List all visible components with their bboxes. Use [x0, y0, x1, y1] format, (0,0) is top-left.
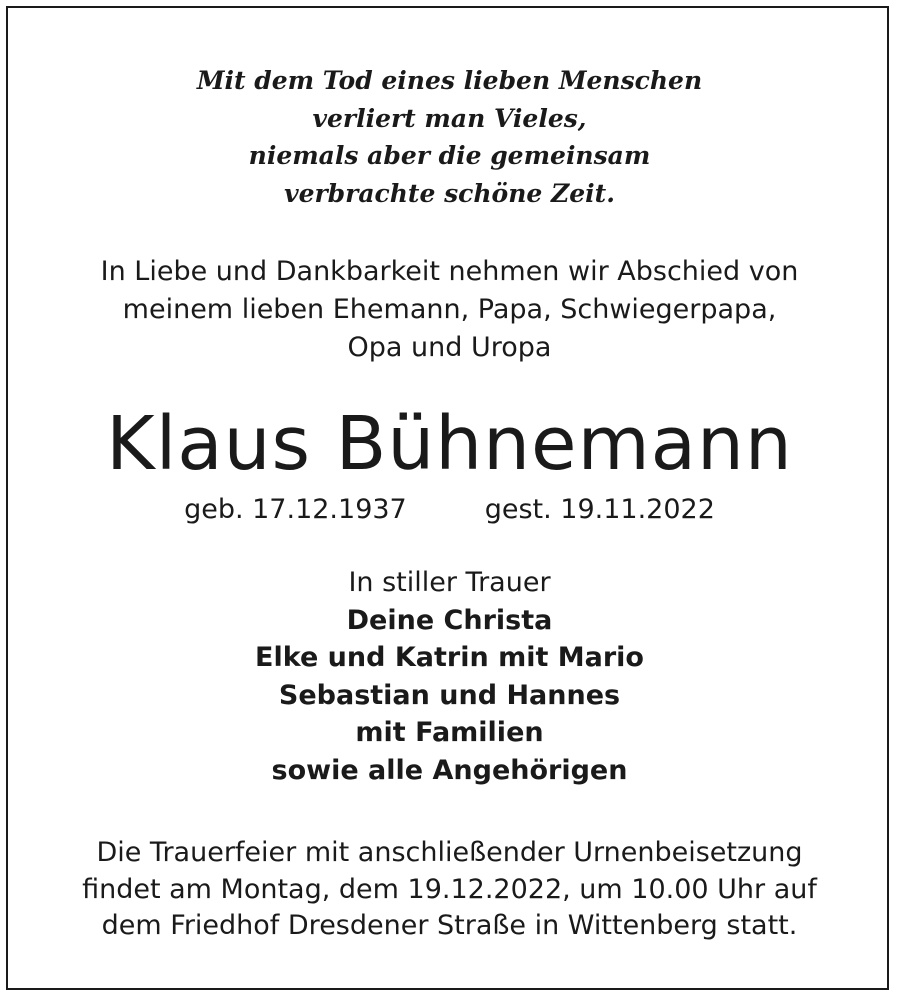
service-line: dem Friedhof Dresdener Straße in Wittenberg statt.: [101, 910, 798, 941]
intro-line: meinem lieben Ehemann, Papa, Schwiegerpapa,: [122, 294, 777, 325]
death-date: gest. 19.11.2022: [484, 494, 715, 525]
quote-line: verbrachte schöne Zeit.: [284, 178, 615, 208]
farewell-intro: [0, 253, 899, 367]
funeral-service-info: [0, 835, 899, 945]
intro-line: In Liebe und Dankbarkeit nehmen wir Abschied von: [100, 256, 799, 287]
mourners-list: [0, 564, 899, 789]
quote-line: Mit dem Tod eines lieben Menschen: [196, 66, 703, 95]
service-line: findet am Montag, dem 19.12.2022, um 10.00 Uhr auf: [82, 873, 817, 905]
quote-line: niemals aber die gemeinsam: [248, 141, 651, 170]
deceased-name: Klaus Bühnemann: [106, 401, 793, 487]
mourner-name: Elke und Katrin mit Mario: [255, 642, 644, 673]
mourner-name: mit Familien: [355, 717, 544, 748]
service-line: Die Trauerfeier mit anschließender Urnenbeisetzung: [96, 837, 803, 868]
mourner-name: sowie alle Angehörigen: [271, 754, 628, 786]
mourners-heading: In stiller Trauer: [348, 567, 551, 598]
memorial-quote: [0, 62, 899, 212]
quote-line: verliert man Vieles,: [312, 103, 587, 133]
mourner-name: Deine Christa: [346, 604, 553, 636]
birth-date: geb. 17.12.1937: [184, 494, 407, 525]
life-dates: [0, 490, 899, 530]
intro-line: Opa und Uropa: [347, 332, 552, 363]
mourner-name: Sebastian und Hannes: [278, 679, 621, 711]
